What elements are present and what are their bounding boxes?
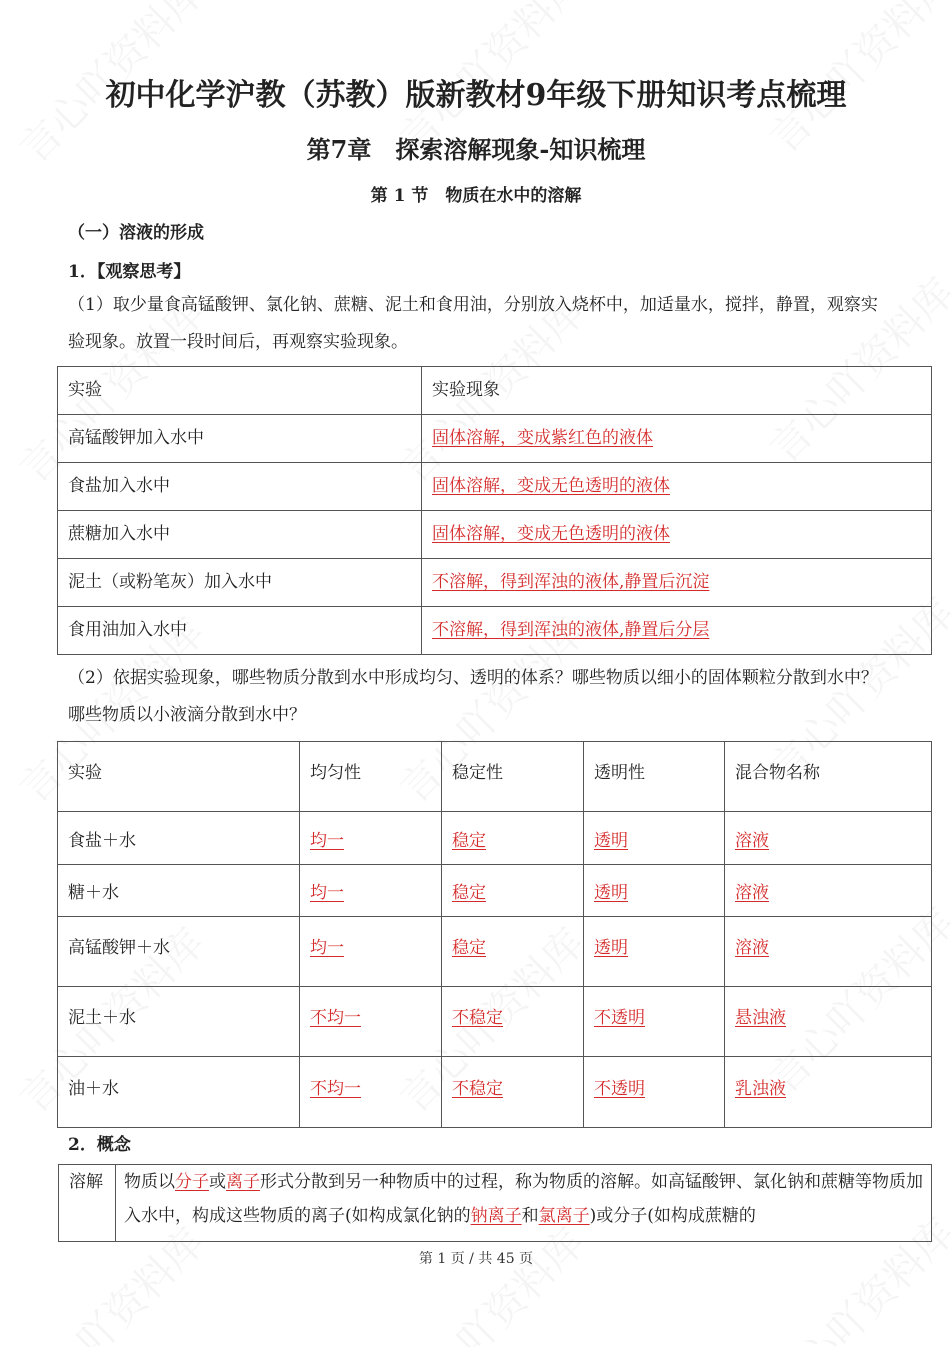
stability-cell <box>442 987 584 1057</box>
mixture-name-cell <box>725 987 932 1057</box>
experiment-cell: 油＋水 <box>58 1057 300 1128</box>
uniformity-cell <box>300 812 442 865</box>
uniformity-cell <box>300 917 442 987</box>
table-row <box>58 865 932 917</box>
concept-term: 溶解 <box>59 1165 116 1242</box>
answer-text: 不稳定 <box>452 1078 503 1099</box>
paragraph-instructions: （1）取少量食高锰酸钾、氯化钠、蔗糖、泥土和食用油，分别放入烧杯中，加适量水，搅拌，静置，观察实验现象。放置一段时间后，再观察实验现象。 <box>68 295 878 352</box>
definition-text: 或 <box>209 1172 226 1192</box>
answer-text: 均一 <box>310 830 344 851</box>
mixture-name-cell <box>725 917 932 987</box>
table-header-cell: 实验 <box>58 742 300 812</box>
table-row <box>58 559 932 607</box>
answer-text: 不溶解，得到浑浊的液体,静置后沉淀 <box>432 572 710 592</box>
table-row <box>58 463 932 511</box>
concept-definition <box>116 1165 932 1242</box>
answer-text: 不稳定 <box>452 1008 503 1028</box>
experiment-cell: 高锰酸钾加入水中 <box>58 415 422 463</box>
answer-text: 钠离子 <box>470 1206 522 1226</box>
answer-text: 氯离子 <box>538 1206 590 1226</box>
answer-text: 透明 <box>594 830 628 851</box>
experiment-phenomenon-table <box>57 366 932 655</box>
item-heading-observe: 1．【观察思考】 <box>68 262 191 282</box>
definition-text: 物质以 <box>124 1172 175 1192</box>
document-title: 初中化学沪教（苏教）版新教材9年级下册知识考点梳理 <box>105 78 847 113</box>
answer-text: 溶液 <box>735 883 769 903</box>
table-row <box>58 511 932 559</box>
uniformity-cell <box>300 1057 442 1128</box>
experiment-cell: 食用油加入水中 <box>58 607 422 655</box>
answer-text: 均一 <box>310 883 344 903</box>
answer-text: 固体溶解，变成无色透明的液体 <box>432 524 670 544</box>
phenomenon-cell <box>422 607 932 655</box>
uniformity-cell <box>300 865 442 917</box>
paragraph-question: （2）依据实验现象，哪些物质分散到水中形成均匀、透明的体系？哪些物质以细小的固体颗粒分散到水中？哪些物质以小液滴分散到水中？ <box>68 668 878 725</box>
section-heading: 第 1 节 物质在水中的溶解 <box>370 186 582 206</box>
table-row <box>58 607 932 655</box>
answer-text: 透明 <box>594 883 628 903</box>
transparency-cell <box>584 865 725 917</box>
answer-text: 稳定 <box>452 938 486 958</box>
transparency-cell <box>584 917 725 987</box>
table-row <box>59 1165 932 1242</box>
stability-cell <box>442 812 584 865</box>
table-header-cell: 透明性 <box>584 742 725 812</box>
uniformity-cell <box>300 987 442 1057</box>
concept-table <box>58 1164 932 1242</box>
transparency-cell <box>584 1057 725 1128</box>
answer-text: 不透明 <box>594 1078 645 1099</box>
answer-text: 固体溶解，变成无色透明的液体 <box>432 476 670 496</box>
definition-text: )或分子(如构成蔗糖的 <box>589 1206 756 1226</box>
definition-text: 形式分散到另一种物质中的过程，称为物质的溶解。如高锰酸钾、氯化钠和蔗糖等物质加入水中，构成这些物质的离子(如构成氯化钠的 <box>124 1172 923 1226</box>
experiment-cell: 高锰酸钾＋水 <box>58 917 300 987</box>
answer-text: 不均一 <box>310 1008 361 1028</box>
answer-text: 分子 <box>175 1172 209 1192</box>
stability-cell <box>442 917 584 987</box>
table-row <box>58 917 932 987</box>
answer-text: 不透明 <box>594 1008 645 1028</box>
mixture-properties-table <box>57 741 932 1128</box>
table-row <box>58 1057 932 1128</box>
table-row <box>58 987 932 1057</box>
answer-text: 不均一 <box>310 1078 361 1099</box>
item-heading-concept: 2．概念 <box>68 1135 131 1155</box>
answer-text: 透明 <box>594 938 628 958</box>
table-row <box>58 415 932 463</box>
definition-text: 和 <box>521 1206 539 1226</box>
answer-text: 均一 <box>310 938 344 958</box>
answer-text: 离子 <box>226 1172 260 1192</box>
table-header-row <box>58 367 932 415</box>
chapter-heading: 第7章 探索溶解现象-知识梳理 <box>306 135 646 164</box>
table-header-cell: 实验 <box>58 367 422 415</box>
mixture-name-cell <box>725 812 932 865</box>
stability-cell <box>442 1057 584 1128</box>
table-row <box>58 812 932 865</box>
experiment-cell: 泥土＋水 <box>58 987 300 1057</box>
answer-text: 溶液 <box>735 938 769 958</box>
experiment-cell: 泥土（或粉笔灰）加入水中 <box>58 559 422 607</box>
answer-text: 固体溶解，变成紫红色的液体 <box>432 428 653 448</box>
mixture-name-cell <box>725 865 932 917</box>
phenomenon-cell <box>422 511 932 559</box>
transparency-cell <box>584 812 725 865</box>
subsection-heading: （一）溶液的形成 <box>68 223 204 243</box>
phenomenon-cell <box>422 463 932 511</box>
answer-text: 溶液 <box>735 830 769 851</box>
table-header-cell: 实验现象 <box>422 367 932 415</box>
stability-cell <box>442 865 584 917</box>
phenomenon-cell <box>422 559 932 607</box>
experiment-cell: 蔗糖加入水中 <box>58 511 422 559</box>
answer-text: 悬浊液 <box>735 1008 786 1028</box>
experiment-cell: 糖＋水 <box>58 865 300 917</box>
page-footer: 第 1 页 / 共 45 页 <box>418 1251 534 1267</box>
table-header-cell: 稳定性 <box>442 742 584 812</box>
answer-text: 稳定 <box>452 830 486 851</box>
mixture-name-cell <box>725 1057 932 1128</box>
table-header-row <box>58 742 932 812</box>
table-header-cell: 混合物名称 <box>725 742 932 812</box>
experiment-cell: 食盐＋水 <box>58 812 300 865</box>
answer-text: 乳浊液 <box>735 1078 786 1099</box>
answer-text: 不溶解，得到浑浊的液体,静置后分层 <box>432 620 710 640</box>
answer-text: 稳定 <box>452 883 486 903</box>
table-header-cell: 均匀性 <box>300 742 442 812</box>
phenomenon-cell <box>422 415 932 463</box>
transparency-cell <box>584 987 725 1057</box>
experiment-cell: 食盐加入水中 <box>58 463 422 511</box>
